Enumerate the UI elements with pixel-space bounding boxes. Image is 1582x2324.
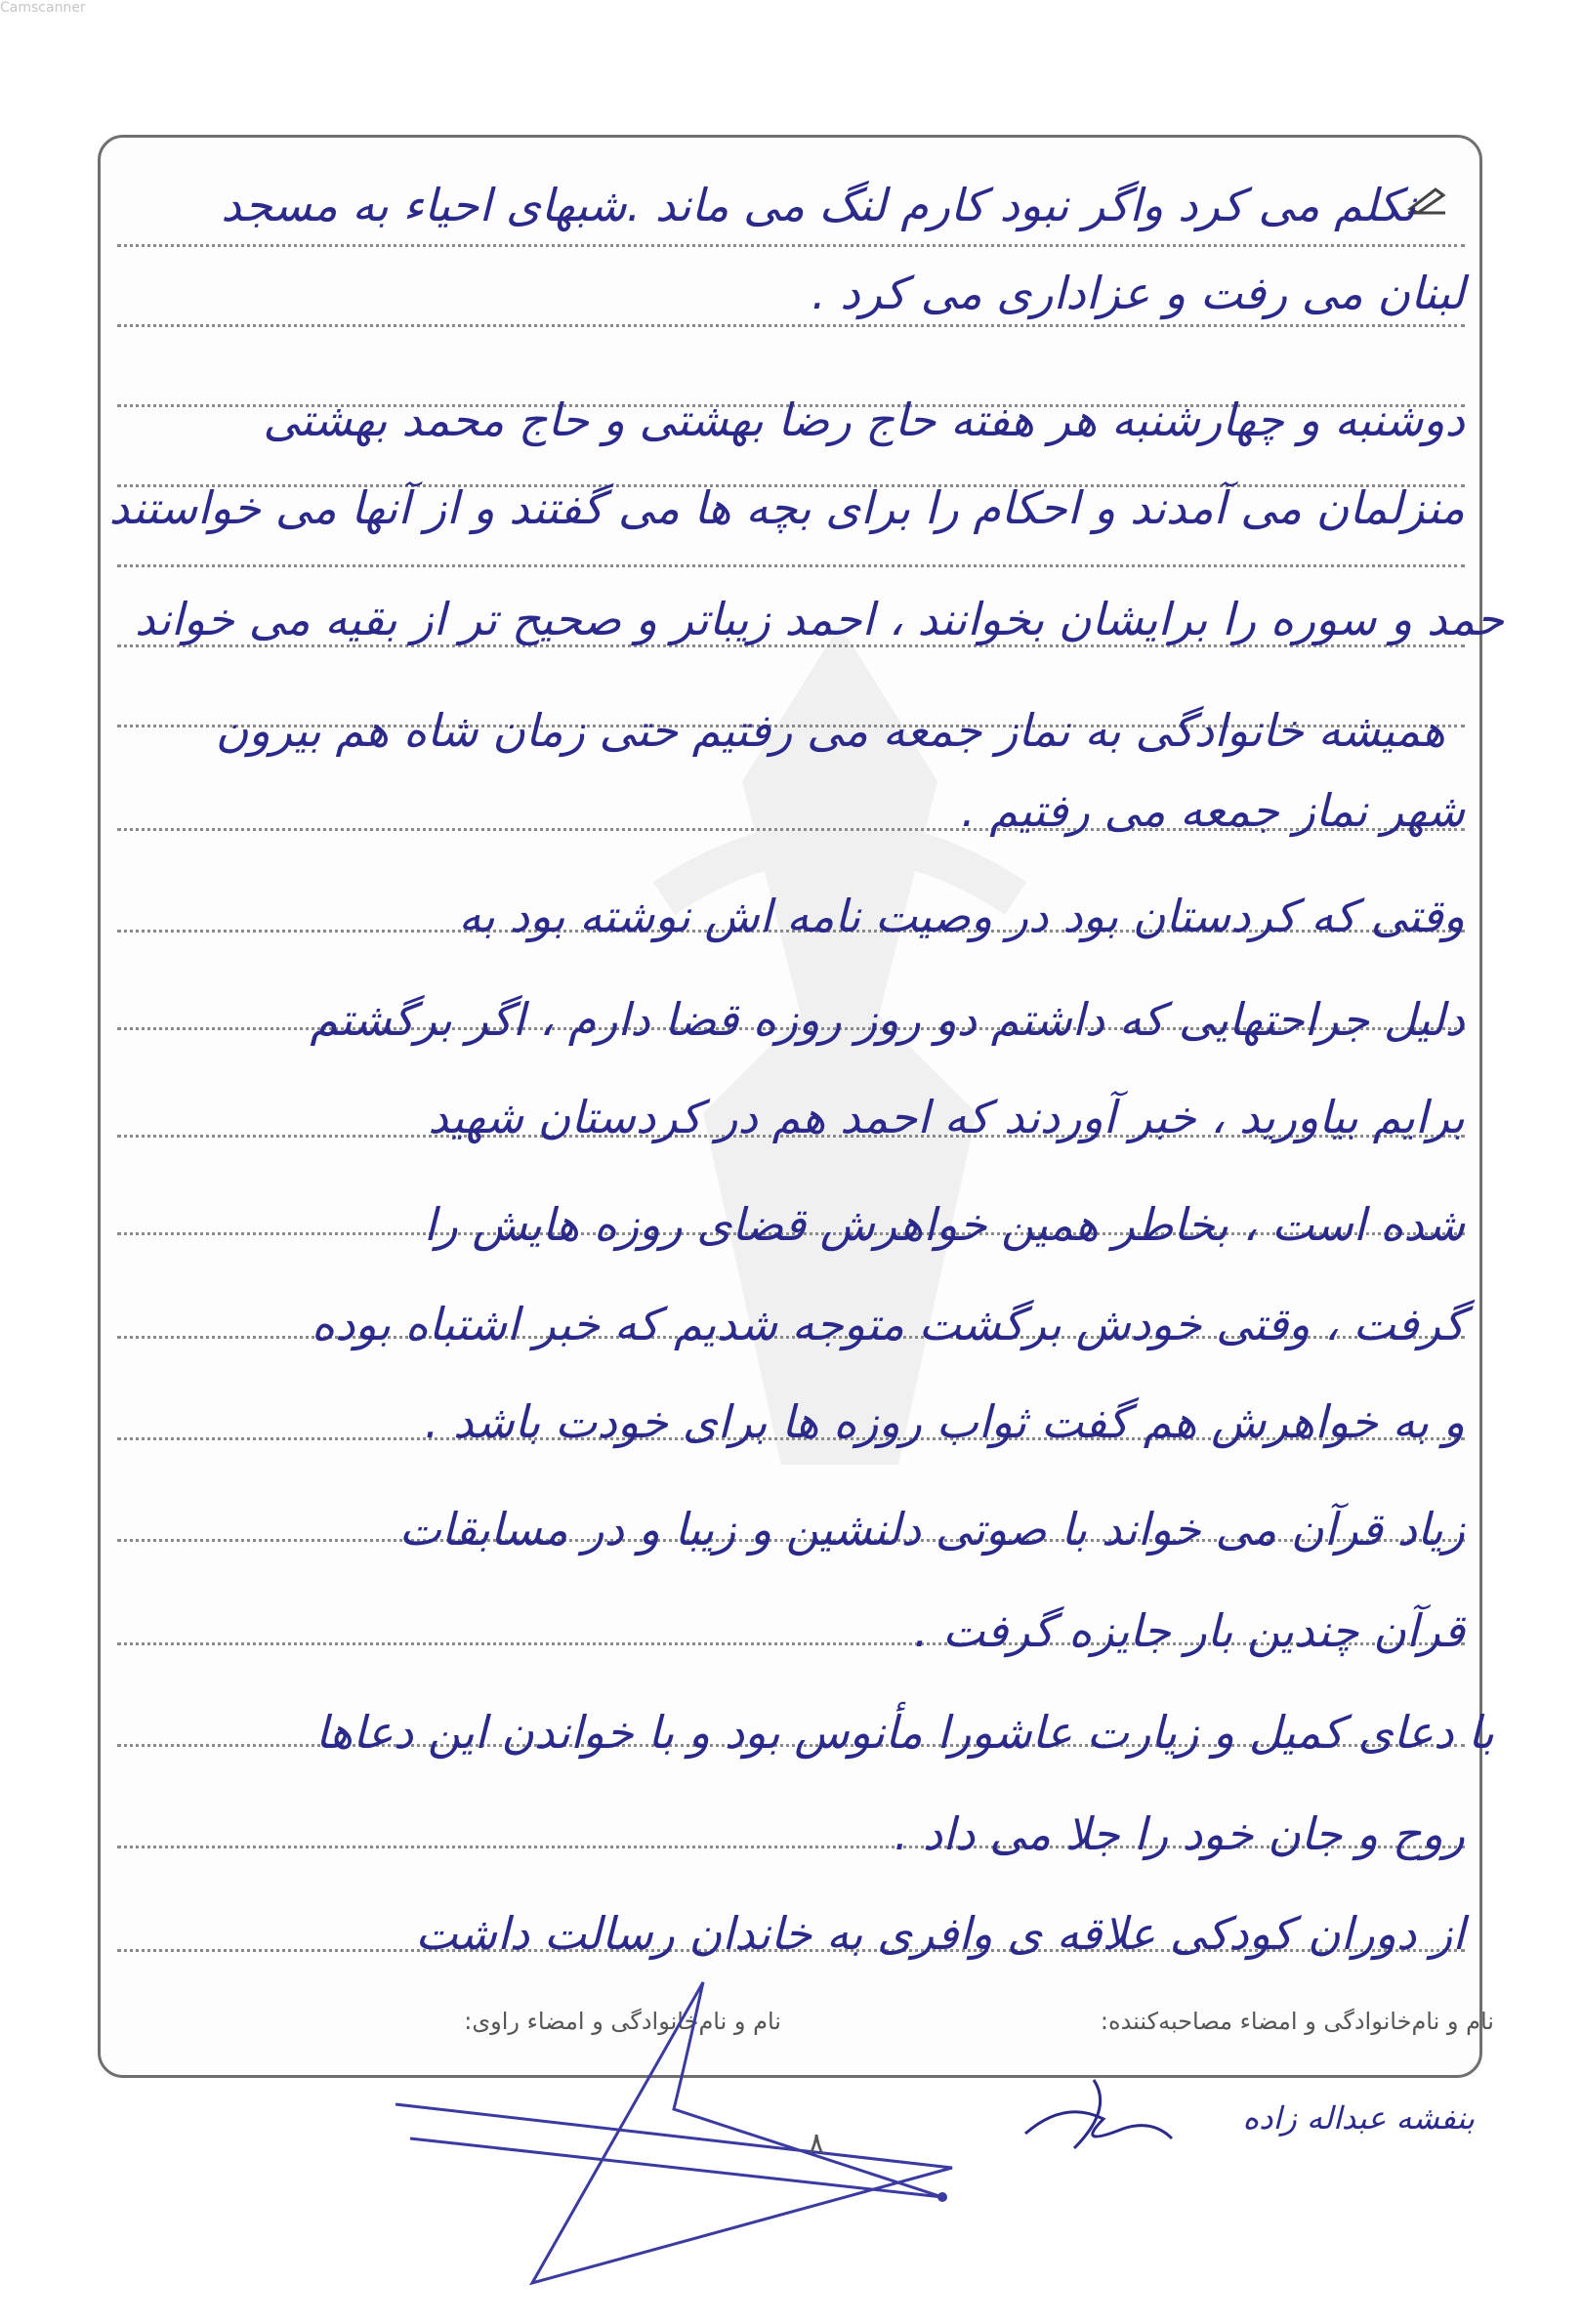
page-number: ۸	[809, 2127, 825, 2161]
interviewer-label: نام و نام‌خانوادگی و امضاء مصاحبه‌کننده:	[1100, 2008, 1494, 2035]
scan-mark: Camscanner	[0, 0, 86, 16]
text-line: دلیل جراحتهایی که داشتم دو روز روزه قضا دارم ، اگر برگشتم	[310, 993, 1465, 1046]
text-line: قرآن چندین بار جایزه گرفت .	[913, 1604, 1465, 1657]
text-line: از دوران کودکی علاقه ی وافری به خاندان رسالت داشت	[415, 1907, 1465, 1960]
text-line: شده است ، بخاطر همین خواهرش قضای روزه هایش را	[423, 1198, 1465, 1251]
text-line: زیاد قرآن می خواند با صوتی دلنشین و زیبا و در مسابقات	[398, 1503, 1465, 1556]
text-line: همیشه خانوادگی به نماز جمعه می رفتیم حتی زمان شاه هم بیرون	[215, 704, 1445, 757]
text-line: روح و جان خود را جلا می داد .	[894, 1807, 1465, 1860]
text-line: با دعای کمیل و زیارت عاشورا مأنوس بود و با خواندن این دعاها	[315, 1706, 1494, 1759]
text-line: شهر نماز جمعه می رفتیم .	[961, 784, 1465, 837]
text-line: منزلمان می آمدند و احکام را برای بچه ها می گفتند و از آنها می خواستند	[108, 481, 1465, 534]
text-line: گرفت ، وقتی خودش برگشت متوجه شدیم که خبر اشتباه بوده	[311, 1298, 1465, 1350]
text-line: حمد و سوره را برایشان بخوانند ، احمد زیباتر و صحیح تر از بقیه می خواند	[135, 593, 1504, 645]
text-line: وقتی که کردستان بود در وصیت نامه اش نوشته بود به	[458, 890, 1465, 942]
text-line: دوشنبه و چهارشنبه هر هفته حاج رضا بهشتی و حاج محمد بهشتی	[263, 394, 1465, 446]
interviewer-signature-name: بنفشه عبداله زاده	[1242, 2099, 1475, 2137]
narrator-label: نام و نام‌خانوادگی و امضاء راوی:	[464, 2008, 781, 2035]
text-line: برایم بیاورید ، خبر آوردند که احمد هم در کردستان شهید	[428, 1091, 1465, 1143]
text-line: و به خواهرش هم گفت ثواب روزه ها برای خودت باشد .	[424, 1395, 1465, 1448]
text-line: نکلم می کرد واگر نبود کارم لنگ می ماند .شبهای احیاء به مسجد	[221, 179, 1416, 231]
text-line: لبنان می رفت و عزاداری می کرد .	[812, 267, 1465, 319]
